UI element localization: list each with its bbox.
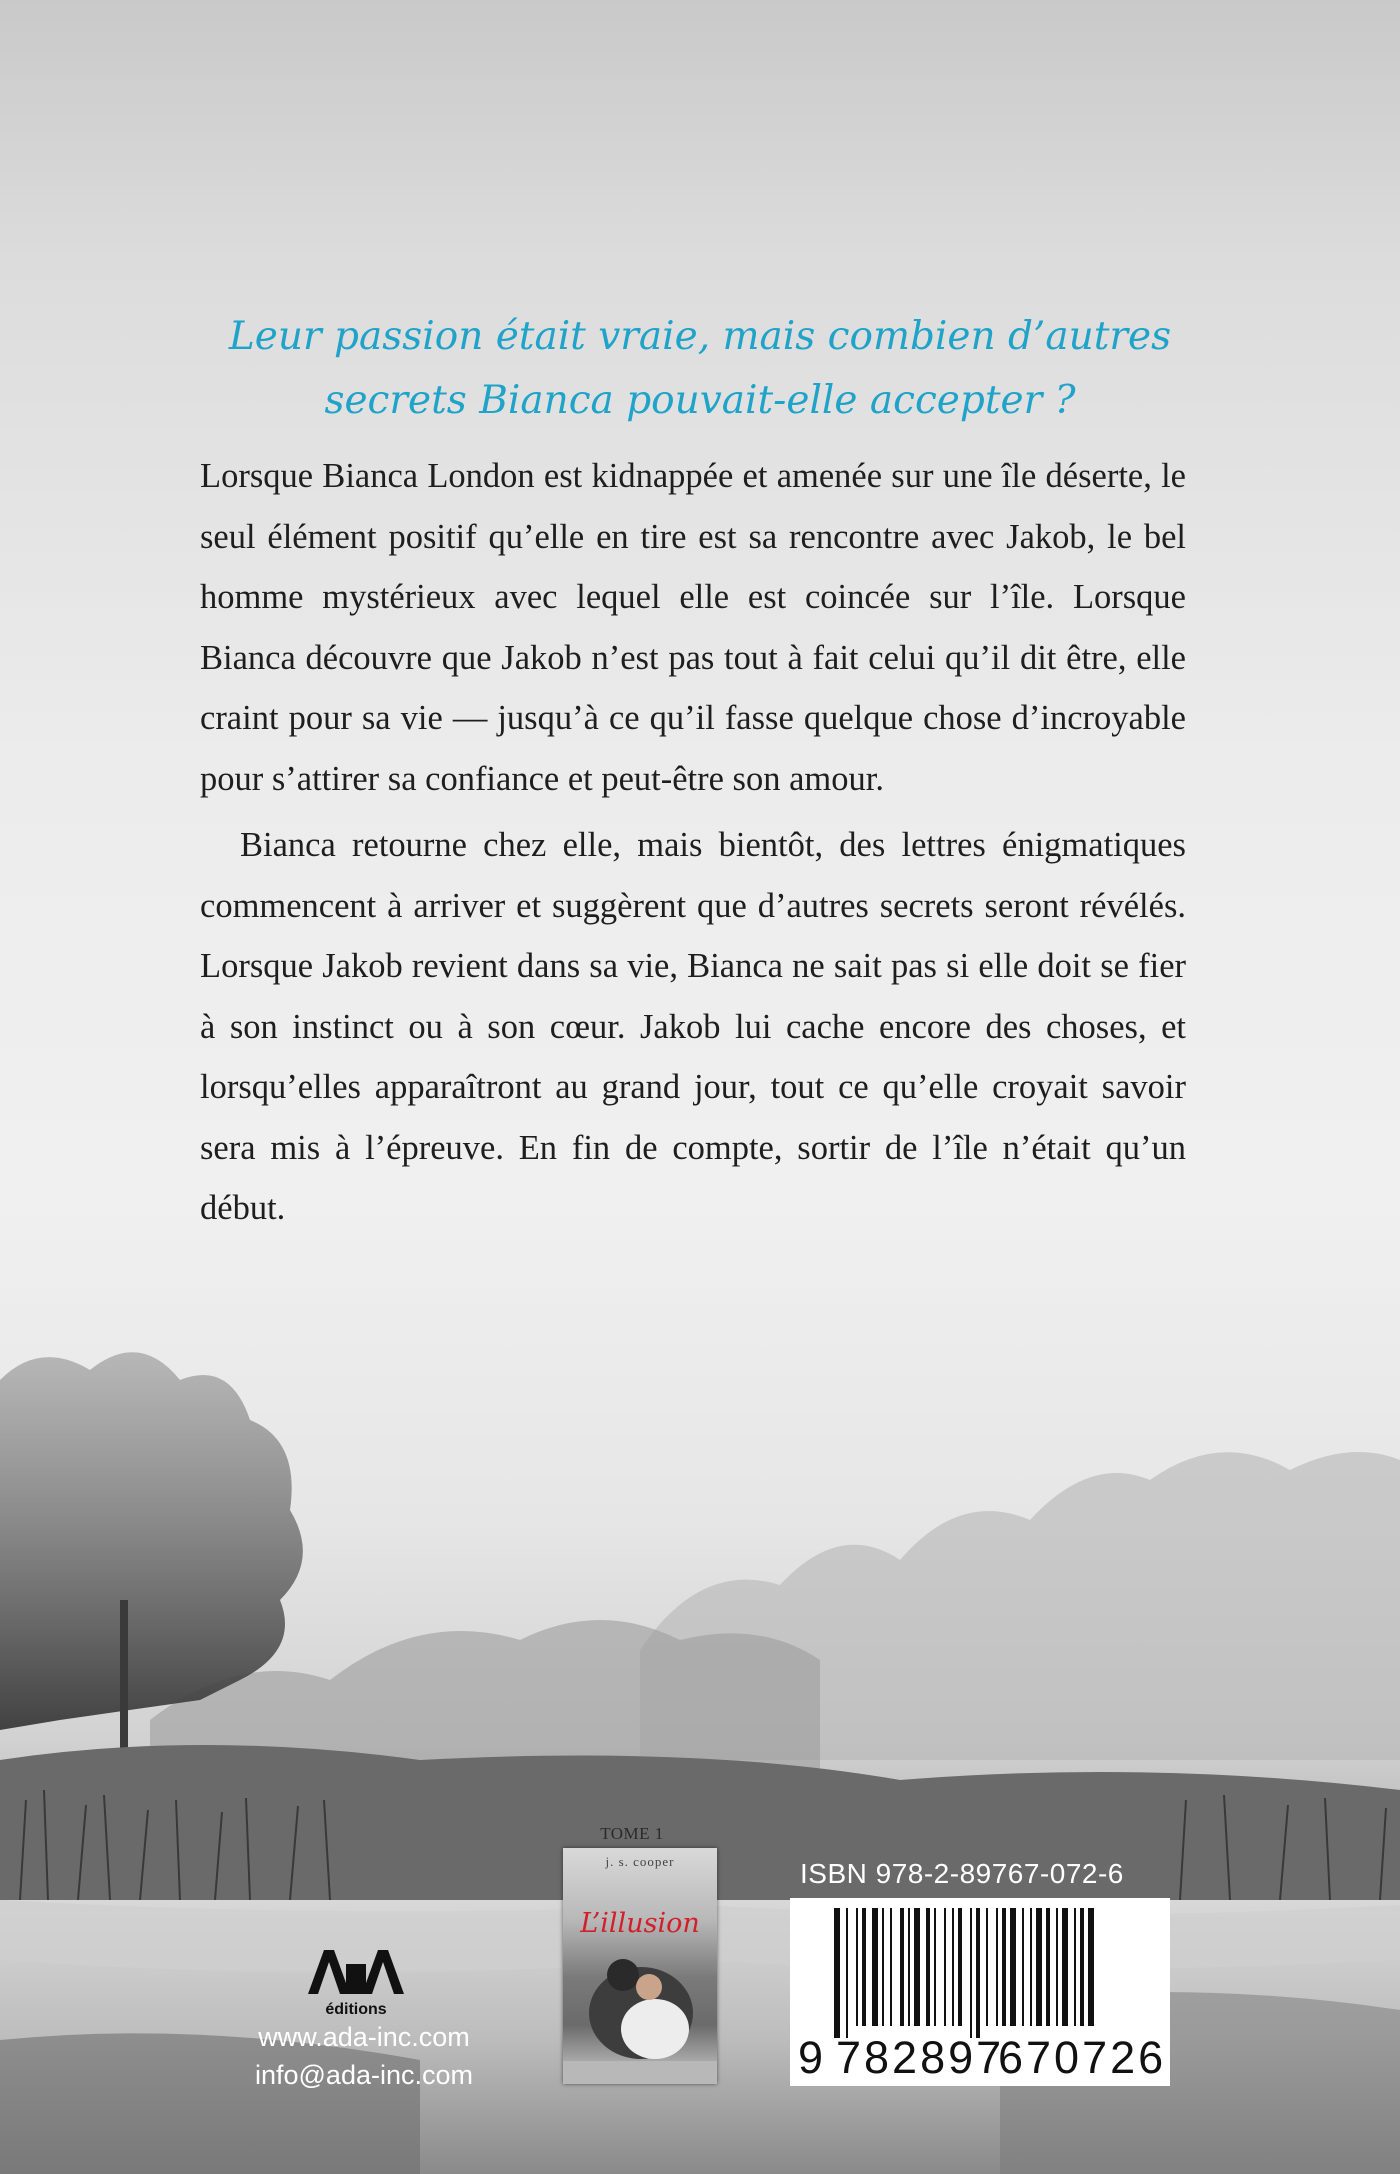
previous-volume-cover [563, 1848, 717, 2084]
barcode-bar [1062, 1908, 1068, 2026]
description-paragraph-1: Lorsque Bianca London est kidnappée et amenée sur une île déserte, le seul élément positif qu’elle en tire est sa rencontre avec Jakob, le bel homme mystérieux avec lequel elle est coincée sur l’île. Lorsque Bianca découvre que Jakob n’est pas tout à fait celui qu’il dit être, elle craint pour sa vie — jusqu’à ce qu’il fasse quelque chose d’incroyable pour s’attirer sa confiance et peut-être son amour. [200, 457, 1186, 798]
barcode-bar [934, 1908, 936, 2026]
barcode-bars [804, 1908, 1156, 2038]
isbn-label: ISBN 978-2-89767-072-6 [800, 1858, 1124, 1889]
barcode-bar [834, 1908, 840, 2038]
barcode-digits-right: 670726 [998, 2032, 1167, 2083]
barcode-bar [1002, 1908, 1006, 2026]
barcode-bar [1056, 1908, 1058, 2026]
thumbnail-author: j. s. cooper [605, 1854, 675, 1869]
tagline-line-1: Leur passion était vraie, mais combien d’autres [228, 314, 1172, 359]
barcode-bar [846, 1908, 848, 2038]
barcode-bar [1088, 1908, 1094, 2026]
barcode-bar [862, 1908, 866, 2026]
barcode-bar [1036, 1908, 1042, 2026]
barcode-bar [1022, 1908, 1024, 2026]
barcode-bar [1046, 1908, 1050, 2026]
barcode-bar [944, 1908, 946, 2026]
publisher-email[interactable]: info@ada-inc.com [254, 2060, 473, 2090]
barcode-bar [986, 1908, 988, 2026]
ada-publisher-logo [302, 1930, 410, 2022]
logo-subtitle: éditions [325, 2001, 387, 2018]
barcode [790, 1898, 1170, 2086]
cover-couple-illustration [563, 1943, 717, 2084]
tagline-line-2: secrets Bianca pouvait-elle accepter ? [324, 378, 1076, 423]
barcode-bar [882, 1908, 884, 2026]
barcode-bar [908, 1908, 910, 2026]
barcode-bar [970, 1908, 972, 2038]
barcode-bar [1074, 1908, 1076, 2026]
barcode-bar [1030, 1908, 1032, 2026]
barcode-bar [856, 1908, 858, 2026]
barcode-bar [872, 1908, 878, 2026]
publisher-website[interactable]: www.ada-inc.com [258, 2022, 470, 2052]
barcode-digit-prefix: 9 [798, 2032, 824, 2083]
description-paragraph-2: Bianca retourne chez elle, mais bientôt, des lettres énigmatiques commencent à arriver et suggèrent que d’autres secrets seront révélés. Lorsque Jakob revient dans sa vie, Bianca ne sait pas si elle doit se fier à son instinct ou à son cœur. Jakob lui cache encore des choses, et lorsqu’elles apparaîtront au grand jour, tout ce qu’elle croyait savoir sera mis à l’épreuve. En fin de compte, sortir de l’île n’était qu’un début. [200, 826, 1186, 1227]
barcode-bar [958, 1908, 962, 2026]
barcode-bar [952, 1908, 954, 2026]
barcode-bar [900, 1908, 904, 2026]
barcode-digits-left: 782897 [836, 2032, 1005, 2083]
barcode-bar [926, 1908, 930, 2026]
tome-label: TOME 1 [600, 1824, 664, 1843]
barcode-bar [1080, 1908, 1084, 2026]
barcode-bar [1010, 1908, 1016, 2026]
barcode-bar [914, 1908, 920, 2026]
barcode-bar [890, 1908, 892, 2026]
tagline [160, 305, 1240, 433]
barcode-bar [976, 1908, 980, 2038]
barcode-bar [996, 1908, 998, 2026]
thumbnail-title: L’illusion [580, 1908, 700, 1939]
book-description [200, 446, 1186, 1239]
